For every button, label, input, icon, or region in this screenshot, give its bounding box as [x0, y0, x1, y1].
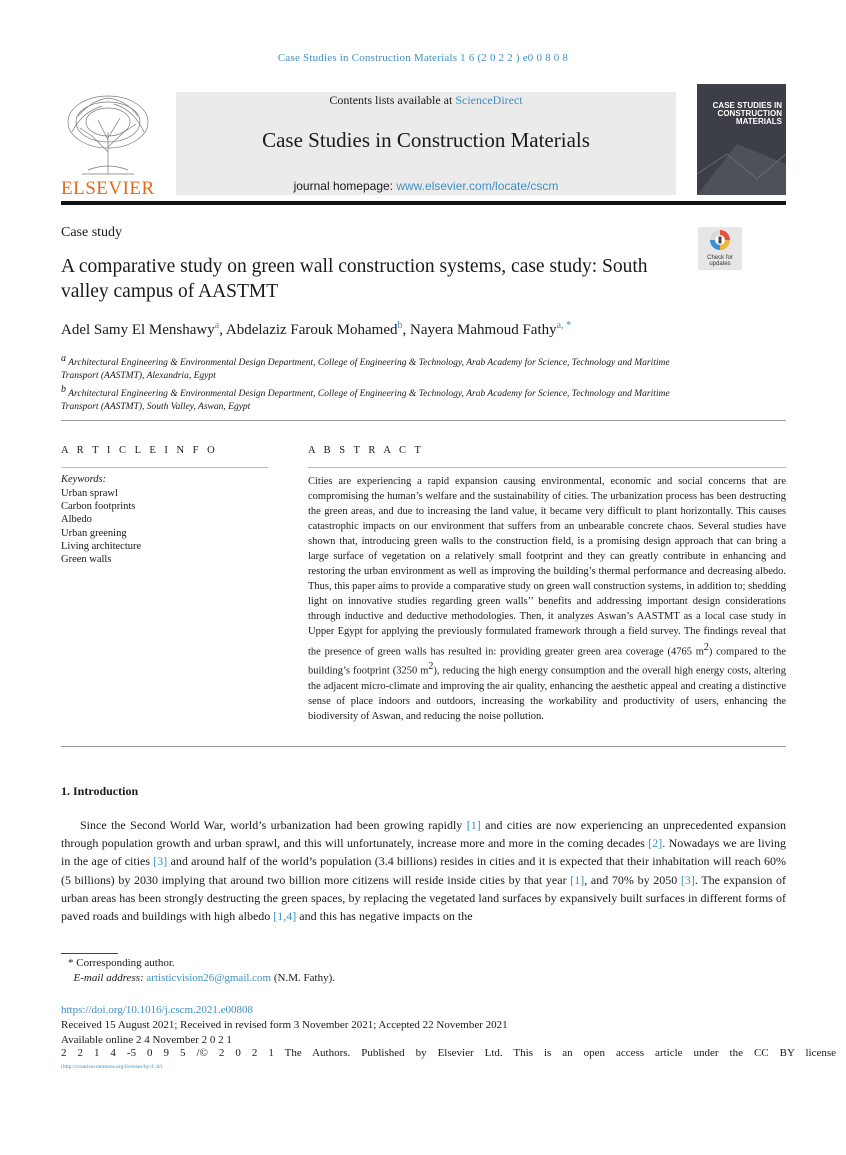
paragraph-text: Since the Second World War, world’s urbanization had been growing rapidly [80, 818, 467, 832]
article-type: Case study [61, 225, 123, 240]
footnote-divider [61, 953, 118, 954]
cover-title: CASE STUDIES IN CONSTRUCTION MATERIALS [712, 101, 782, 126]
journal-title: Case Studies in Construction Materials [262, 128, 590, 152]
contents-line [176, 93, 676, 108]
reference-link[interactable]: [2] [648, 836, 663, 851]
article-title: A comparative study on green wall construction systems, case study: South valley campus of AASTMT [61, 256, 648, 302]
check-updates-label: Check for updates [707, 255, 733, 267]
keywords-list [61, 487, 141, 566]
paragraph-text: . Nowadays we are living in the age of cities [61, 836, 787, 869]
superscript: 2 [428, 661, 434, 673]
article-info-heading: A R T I C L E I N F O [61, 445, 218, 456]
reference-link[interactable]: [3] [680, 872, 695, 887]
divider [308, 467, 786, 468]
author-name[interactable]: Abdelaziz Farouk Mohamed [225, 322, 398, 338]
keywords-label: Keywords: [61, 474, 107, 485]
affiliation-mark[interactable]: a, * [556, 320, 572, 331]
superscript: 2 [703, 641, 709, 653]
received-dates: Received 15 August 2021; Received in revised form 3 November 2021; Accepted 22 November 2021 [61, 1019, 508, 1031]
check-updates-icon [709, 229, 731, 251]
abstract-part: ), reducing the high energy consumption and the overall high energy costs, altering the adjacent micro-climate and improving the air quality, enhancing the aesthetic appeal and creating a distinctive sense of place indoors and outdoors, increasing the workability and productivity of users, enhancing the biodiversity of Aswan, and reducing the noise pollution. [308, 665, 786, 722]
affiliation-item [61, 383, 686, 414]
abstract-part: ) compared to the building’s footprint (3250 m [308, 646, 787, 677]
affiliation-text: Architectural Engineering & Environmental Design Department, College of Engineering & Technology, Arab Academy for Science, Technology and Maritime Transport (AASTMT), Alexandria, Egypt [61, 358, 670, 382]
divider [61, 746, 786, 747]
paragraph-text: and around half of the world’s population (3.4 billions) resides in cities and it is expected that their inhabitation will reach 60% (5 billions) by 2030 implying that around two billion more citizens will reside inside cities by that year [61, 854, 786, 887]
email-label: E-mail address: [73, 972, 147, 984]
reference-link[interactable]: [1,4] [273, 909, 297, 924]
keyword-item: Green walls [61, 554, 112, 566]
paragraph-text: , and 70% by 2050 [584, 872, 681, 887]
keyword-item: Urban greening [61, 527, 127, 539]
journal-homepage-line [176, 179, 676, 193]
email-line [68, 971, 335, 986]
footnote [68, 956, 335, 986]
affiliation-letter: a [61, 353, 66, 364]
affiliation-mark[interactable]: b [397, 320, 403, 331]
abstract-heading: A B S T R A C T [308, 445, 424, 456]
abstract-part: Cities are experiencing a rapid expansion causing environmental, economic and social concerns that are compromising the human’s welfare and the sustainability of cities. The urbanization process has been destructing the green areas, and due to increasing the land value, it became very difficult to plant horizontally. This causes catastrophic impacts on our environment that suffers from an unbearable concrete chaos. Several studies have shown that, introducing green walls to the construction field, is a promising design approach that can bring a large surface of vegetation on a relatively small footprint and they can greatly contribute in enhancing and restoring the urban environment as well as improving the building’s thermal performance and decreasing albedo. Thus, this paper aims to provide a comparative study on green wall construction systems, in addition to; shedding light on innovative studies regarding green walls’’ benefits and addressing important design considerations through inductive and deductive methodologies. Then, it analyzes Aswan’s AASTMT as a local case study in Upper Egypt for applying the previously formulated framework through a field survey. The findings reveal that the presence of green walls has resulted in: providing greater green area coverage (4765 m [308, 476, 786, 658]
paragraph-text: and cities are now experiencing an unprecedented expansion through population growth and urban sprawl, and this will unfortunately, increase more and more in the coming decades [61, 818, 786, 851]
paragraph-text: . The expansion of urban areas has been strongly destructing the green spaces, by replacing the vegetated land surfaces by expansively built surfaces in different forms of paved roads and buildings with high albedo [61, 872, 786, 924]
doi-link[interactable]: https://doi.org/10.1016/j.cscm.2021.e00808 [61, 1004, 253, 1016]
affiliation-mark[interactable]: a [214, 320, 220, 331]
divider [61, 420, 786, 421]
author-name[interactable]: Nayera Mahmoud Fathy [410, 322, 557, 338]
keyword-item: Living architecture [61, 540, 142, 552]
sciencedirect-link[interactable]: ScienceDirect [455, 93, 523, 107]
keyword-item: Albedo [61, 514, 92, 526]
homepage-prefix: journal homepage: [293, 179, 397, 193]
email-owner: (N.M. Fathy). [271, 972, 335, 984]
divider [61, 467, 268, 468]
journal-cover-image[interactable] [697, 84, 786, 195]
section-heading: 1. Introduction [61, 784, 139, 798]
available-online: Available online 2 4 November 2 0 2 1 [61, 1034, 232, 1046]
reference-link[interactable]: [1] [466, 818, 481, 832]
paragraph-text: and this has negative impacts on the [296, 909, 473, 924]
contents-prefix: Contents lists available at [329, 93, 456, 107]
author-name[interactable]: Adel Samy El Menshawy [61, 322, 215, 338]
corresponding-text: Corresponding author. [76, 957, 175, 969]
header-divider [61, 201, 786, 205]
affiliations [61, 352, 686, 414]
publisher-name: ELSEVIER [61, 178, 155, 199]
email-link[interactable]: artisticvision26@gmail.com [146, 972, 272, 984]
introduction-paragraph [61, 816, 786, 925]
affiliation-item [61, 352, 686, 383]
corresponding-author-note: * Corresponding author. [68, 957, 175, 969]
reference-link[interactable]: [3] [153, 854, 168, 869]
affiliation-text: Architectural Engineering & Environmental Design Department, College of Engineering & Technology, Arab Academy for Science, Technology and Maritime Transport (AASTMT), South Valley, Aswan, Egypt [61, 389, 670, 413]
reference-link[interactable]: [1] [570, 872, 585, 887]
license-statement: 2 2 1 4 -5 0 9 5 /© 2 0 2 1 The Authors. Published by Elsevier Ltd. This is an open access article under the CC BY license [61, 1047, 836, 1059]
journal-homepage-link[interactable]: www.elsevier.com/locate/cscm [396, 179, 559, 193]
keyword-item: Carbon footprints [61, 501, 136, 513]
abstract-text [308, 474, 786, 724]
author-list: Adel Samy El Menshawy$^a$, Abdelaziz Farouk Mohamed$^b$, Nayera Mahmoud Fathy$^{a, *}$ [61, 320, 572, 338]
keyword-item: Urban sprawl [61, 488, 118, 499]
license-link[interactable]: (http://creativecommons.org/licenses/by/4 .0/) [61, 1064, 163, 1070]
affiliation-letter: b [61, 384, 66, 396]
journal-citation[interactable]: Case Studies in Construction Materials 1 6 (2 0 2 2 ) e0 0 8 0 8 [277, 52, 569, 64]
